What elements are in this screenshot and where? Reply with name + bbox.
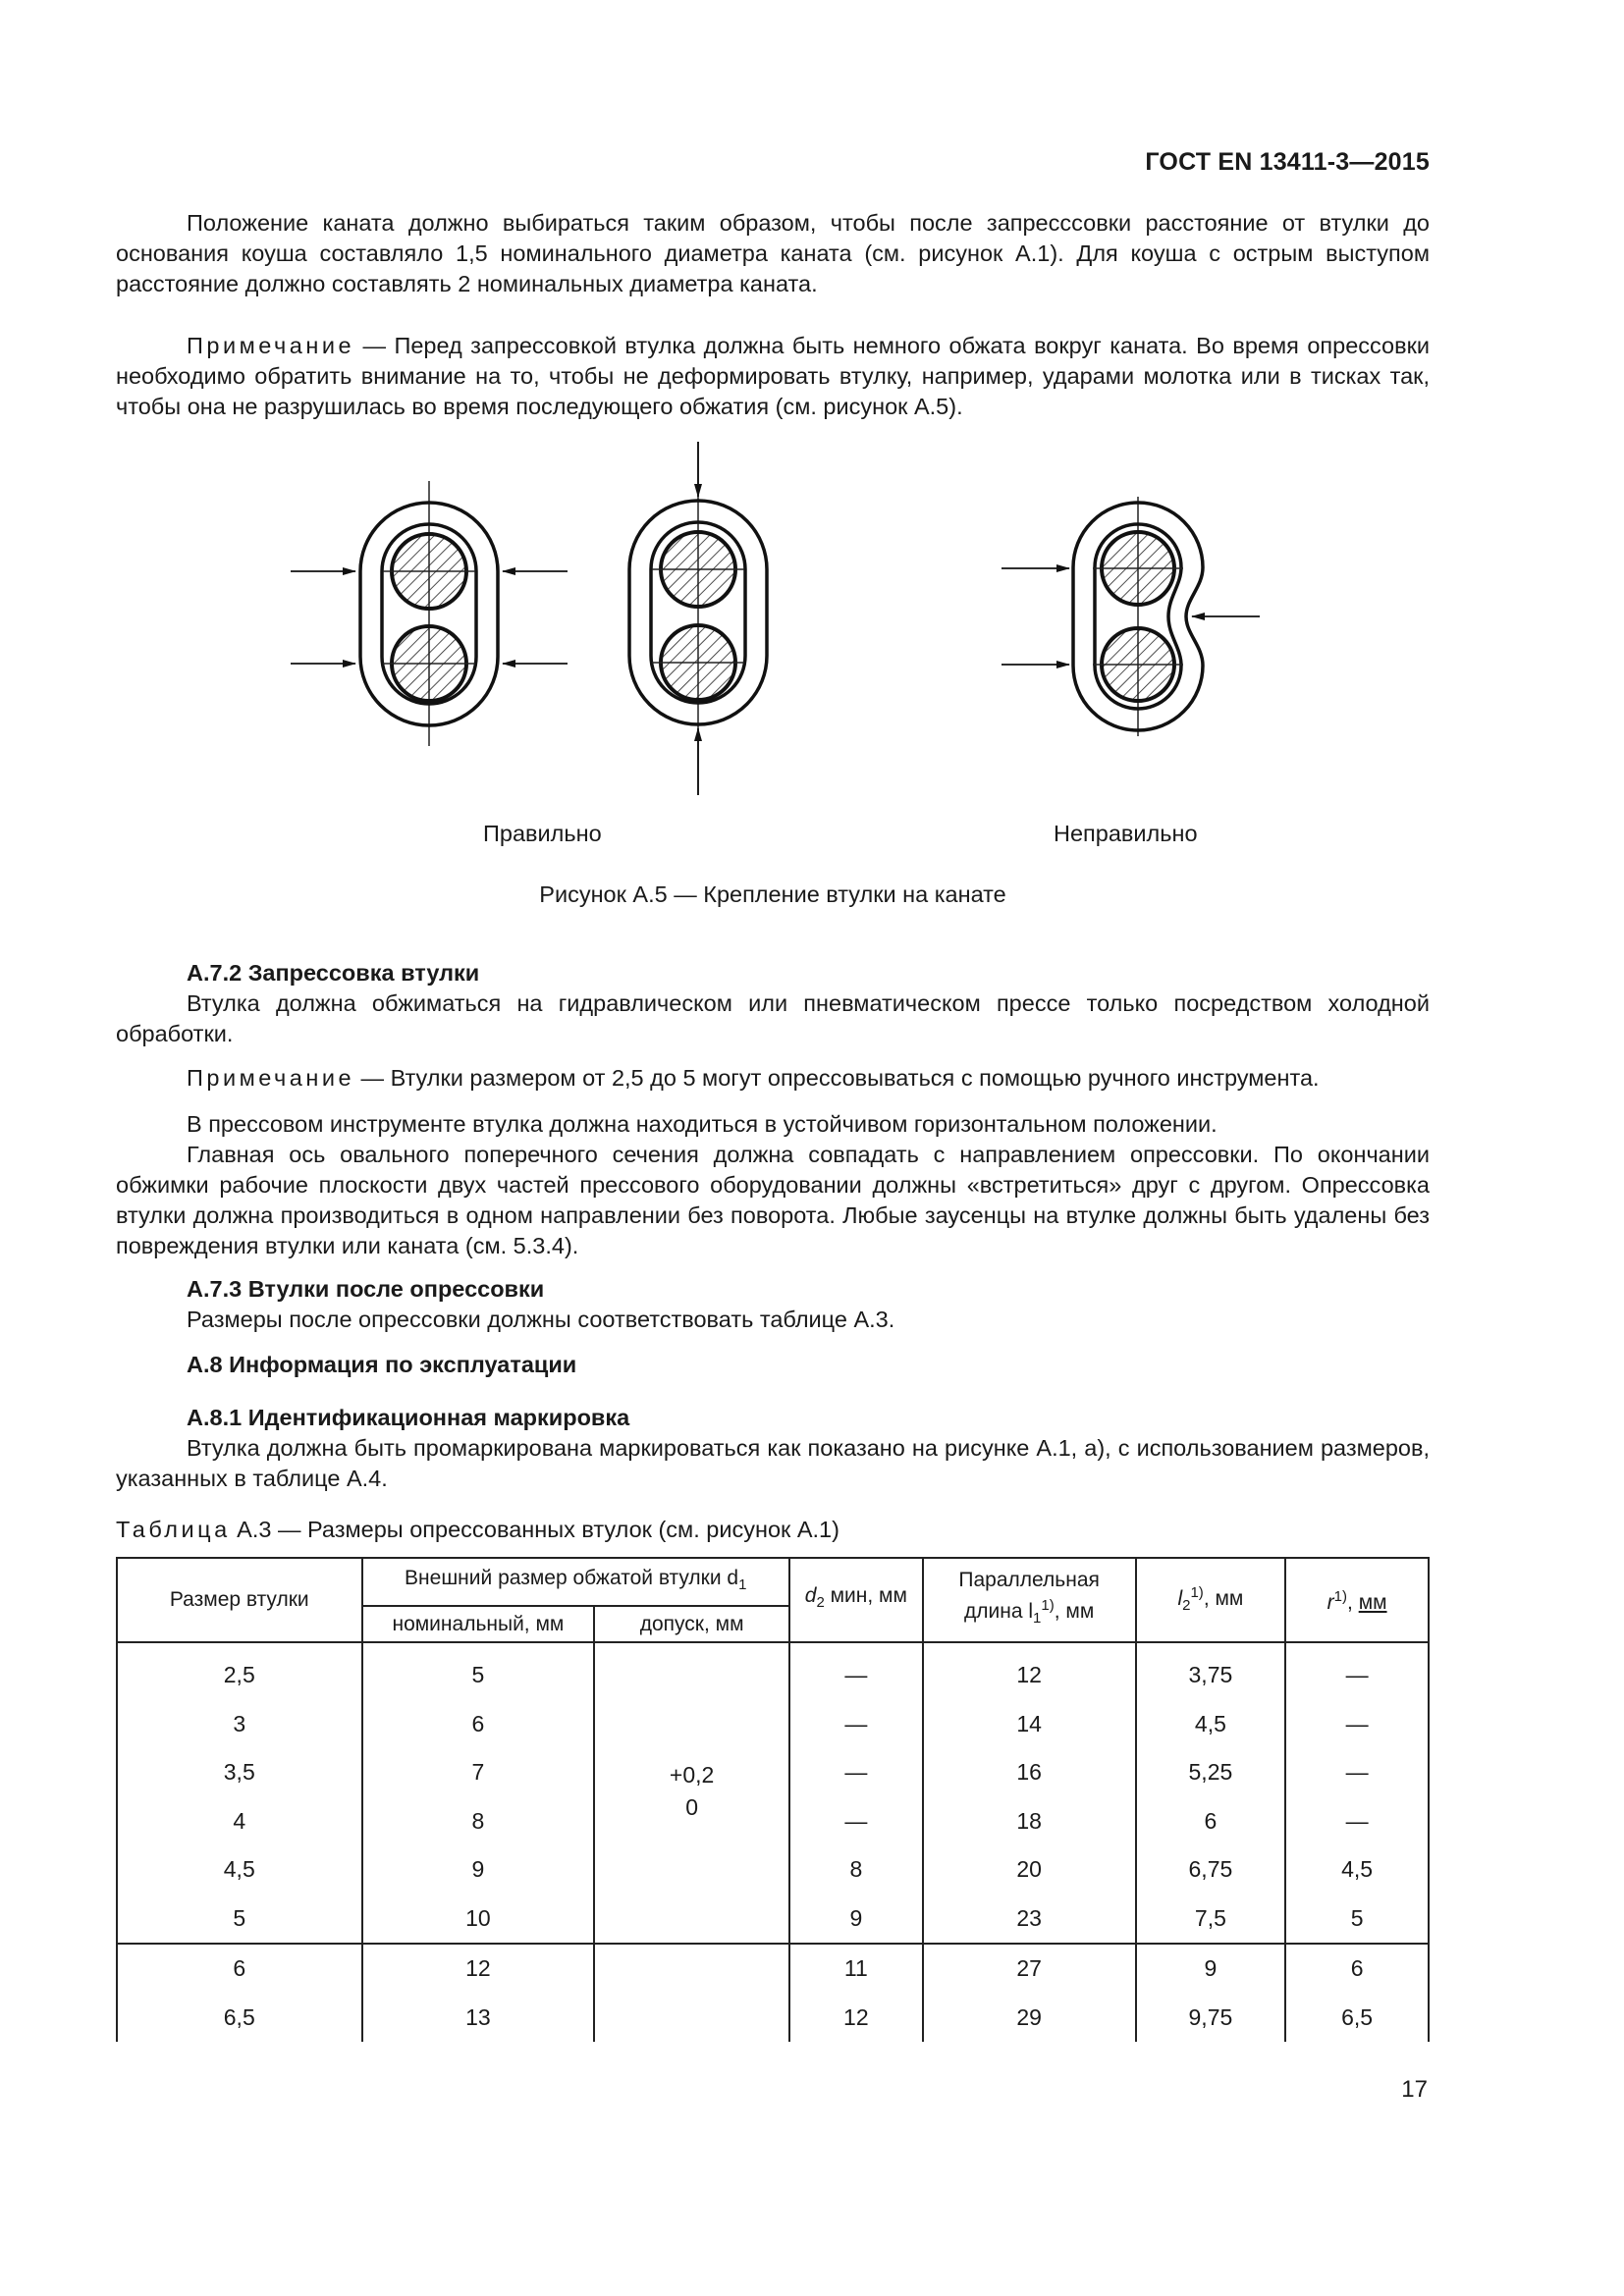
cell-nominal: 12 bbox=[362, 1944, 595, 1994]
cell-nominal: 9 bbox=[362, 1845, 595, 1895]
cell-tolerance bbox=[594, 1642, 789, 1944]
header-nominal: номинальный, мм bbox=[362, 1606, 595, 1642]
cell-l2: 6,75 bbox=[1136, 1845, 1286, 1895]
cell-tolerance bbox=[594, 1944, 789, 1994]
cell-l2: 3,75 bbox=[1136, 1642, 1286, 1700]
section-a72-heading: А.7.2 Запрессовка втулки bbox=[187, 960, 480, 986]
cell-d2: — bbox=[789, 1642, 923, 1700]
cell-parallel-length: 27 bbox=[923, 1944, 1136, 1994]
header-size: Размер втулки bbox=[117, 1558, 362, 1642]
cell-size: 6,5 bbox=[117, 1994, 362, 2043]
intro-paragraph: Положение каната должно выбираться таким образом, чтобы после запресссовки расстояние от втулки до основания коуша составляло 1,5 номинального диаметра каната (см. рисунок А.1). Для коуша с острым выступом расстояние должно составлять 2 номинальных диаметра каната. bbox=[116, 210, 1430, 296]
cell-r: — bbox=[1285, 1748, 1429, 1797]
dimensions-table bbox=[116, 1557, 1430, 2042]
cell-size: 2,5 bbox=[117, 1642, 362, 1700]
section-a73-paragraph: Размеры после опрессовки должны соответствовать таблице А.3. bbox=[187, 1307, 895, 1332]
table-row bbox=[117, 1994, 1429, 2043]
cell-d2: 11 bbox=[789, 1944, 923, 1994]
table-label: Таблица bbox=[116, 1517, 231, 1542]
header-tolerance: допуск, мм bbox=[594, 1606, 789, 1642]
section-a81-paragraph: Втулка должна быть промаркирована маркироваться как показано на рисунке А.1, а), с использованием размеров, указанных в таблице А.4. bbox=[116, 1435, 1430, 1491]
sleeve-correct-horizontal bbox=[291, 481, 568, 746]
tolerance-lower: 0 bbox=[685, 1794, 699, 1820]
cell-l2: 5,25 bbox=[1136, 1748, 1286, 1797]
header-d2: $d_2$ мин, мм bbox=[789, 1558, 923, 1642]
header-outer-size: Внешний размер обжатой втулки $d_1$ bbox=[362, 1558, 789, 1606]
cell-l2: 9 bbox=[1136, 1944, 1286, 1994]
table-row bbox=[117, 1944, 1429, 1994]
cell-nominal: 5 bbox=[362, 1642, 595, 1700]
cell-parallel-length: 16 bbox=[923, 1748, 1136, 1797]
header-parallel-length: Параллельная длина $l_1^{1)}$, мм bbox=[923, 1558, 1136, 1642]
figure-a5 bbox=[0, 432, 1624, 846]
note-label: Примечание bbox=[187, 1065, 355, 1091]
cell-r: 6 bbox=[1285, 1944, 1429, 1994]
cell-parallel-length: 14 bbox=[923, 1700, 1136, 1749]
cell-size: 6 bbox=[117, 1944, 362, 1994]
cell-r: — bbox=[1285, 1642, 1429, 1700]
cell-nominal: 8 bbox=[362, 1797, 595, 1846]
intro-note bbox=[116, 331, 1430, 422]
section-a73-heading: А.7.3 Втулки после опрессовки bbox=[187, 1276, 545, 1302]
cell-size: 4 bbox=[117, 1797, 362, 1846]
section-a72-paragraph-2: В прессовом инструменте втулка должна находиться в устойчивом горизонтальном положении. bbox=[187, 1111, 1218, 1137]
sleeve-incorrect bbox=[1001, 497, 1260, 736]
cell-d2: — bbox=[789, 1797, 923, 1846]
note-text: — Перед запрессовкой втулка должна быть немного обжата вокруг каната. Во время опрессовки необходимо обратить внимание на то, чтобы не деформировать втулку, например, ударами молотка или в тисках так, чтобы она не разрушилась во время последующего обжатия (см. рисунок А.5). bbox=[116, 333, 1430, 419]
cell-nominal: 13 bbox=[362, 1994, 595, 2043]
figure-a5-drawing bbox=[0, 432, 1624, 815]
label-correct: Правильно bbox=[483, 821, 602, 846]
cell-nominal: 10 bbox=[362, 1895, 595, 1945]
note-label: Примечание bbox=[187, 333, 355, 358]
cell-r: 6,5 bbox=[1285, 1994, 1429, 2043]
cell-tolerance bbox=[594, 1994, 789, 2043]
cell-d2: — bbox=[789, 1700, 923, 1749]
header-l2: $l_2^{1)}$, мм bbox=[1136, 1558, 1286, 1642]
cell-d2: — bbox=[789, 1748, 923, 1797]
cell-size: 5 bbox=[117, 1895, 362, 1945]
section-a8-heading: А.8 Информация по эксплуатации bbox=[187, 1352, 577, 1377]
table-title bbox=[116, 1517, 839, 1543]
figure-caption: Рисунок А.5 — Крепление втулки на канате bbox=[539, 881, 1006, 907]
cell-nominal: 6 bbox=[362, 1700, 595, 1749]
cell-d2: 9 bbox=[789, 1895, 923, 1945]
section-a72-paragraph-3: Главная ось овального поперечного сечения должна совпадать с направлением опрессовки. По окончании обжимки рабочие плоскости двух частей прессового оборудовании должны «встретиться» друг с другом. Опрессовка втулки должна производиться в одном направлении без поворота. Любые заусенцы на втулке должны быть удалены без повреждения втулки или каната (см. 5.3.4). bbox=[116, 1142, 1430, 1258]
cell-parallel-length: 12 bbox=[923, 1642, 1136, 1700]
cell-parallel-length: 29 bbox=[923, 1994, 1136, 2043]
label-incorrect: Неправильно bbox=[1054, 821, 1198, 846]
table-body bbox=[117, 1642, 1429, 2042]
table-title-text: А.3 — Размеры опрессованных втулок (см. рисунок А.1) bbox=[230, 1517, 839, 1542]
cell-d2: 12 bbox=[789, 1994, 923, 2043]
cell-parallel-length: 20 bbox=[923, 1845, 1136, 1895]
cell-nominal: 7 bbox=[362, 1748, 595, 1797]
cell-parallel-length: 23 bbox=[923, 1895, 1136, 1945]
cell-size: 3,5 bbox=[117, 1748, 362, 1797]
header-r: $r^{1)}$, мм bbox=[1285, 1558, 1429, 1642]
cell-size: 3 bbox=[117, 1700, 362, 1749]
cell-r: 4,5 bbox=[1285, 1845, 1429, 1895]
cell-l2: 6 bbox=[1136, 1797, 1286, 1846]
cell-l2: 9,75 bbox=[1136, 1994, 1286, 2043]
section-a72-note bbox=[116, 1063, 1430, 1094]
cell-r: 5 bbox=[1285, 1895, 1429, 1945]
cell-l2: 7,5 bbox=[1136, 1895, 1286, 1945]
cell-l2: 4,5 bbox=[1136, 1700, 1286, 1749]
document-header: ГОСТ EN 13411-3—2015 bbox=[1145, 148, 1430, 176]
cell-parallel-length: 18 bbox=[923, 1797, 1136, 1846]
table-row bbox=[117, 1642, 1429, 1700]
page-number: 17 bbox=[1401, 2076, 1428, 2103]
cell-size: 4,5 bbox=[117, 1845, 362, 1895]
cell-d2: 8 bbox=[789, 1845, 923, 1895]
section-a81-heading: А.8.1 Идентификационная маркировка bbox=[187, 1405, 630, 1430]
cell-r: — bbox=[1285, 1700, 1429, 1749]
tolerance-upper: +0,2 bbox=[669, 1762, 715, 1788]
note-text: — Втулки размером от 2,5 до 5 могут опрессовываться с помощью ручного инструмента. bbox=[354, 1065, 1320, 1091]
sleeve-correct-vertical bbox=[629, 442, 767, 795]
section-a72-paragraph: Втулка должна обжиматься на гидравлическом или пневматическом прессе только посредством холодной обработки. bbox=[116, 990, 1430, 1046]
cell-r: — bbox=[1285, 1797, 1429, 1846]
